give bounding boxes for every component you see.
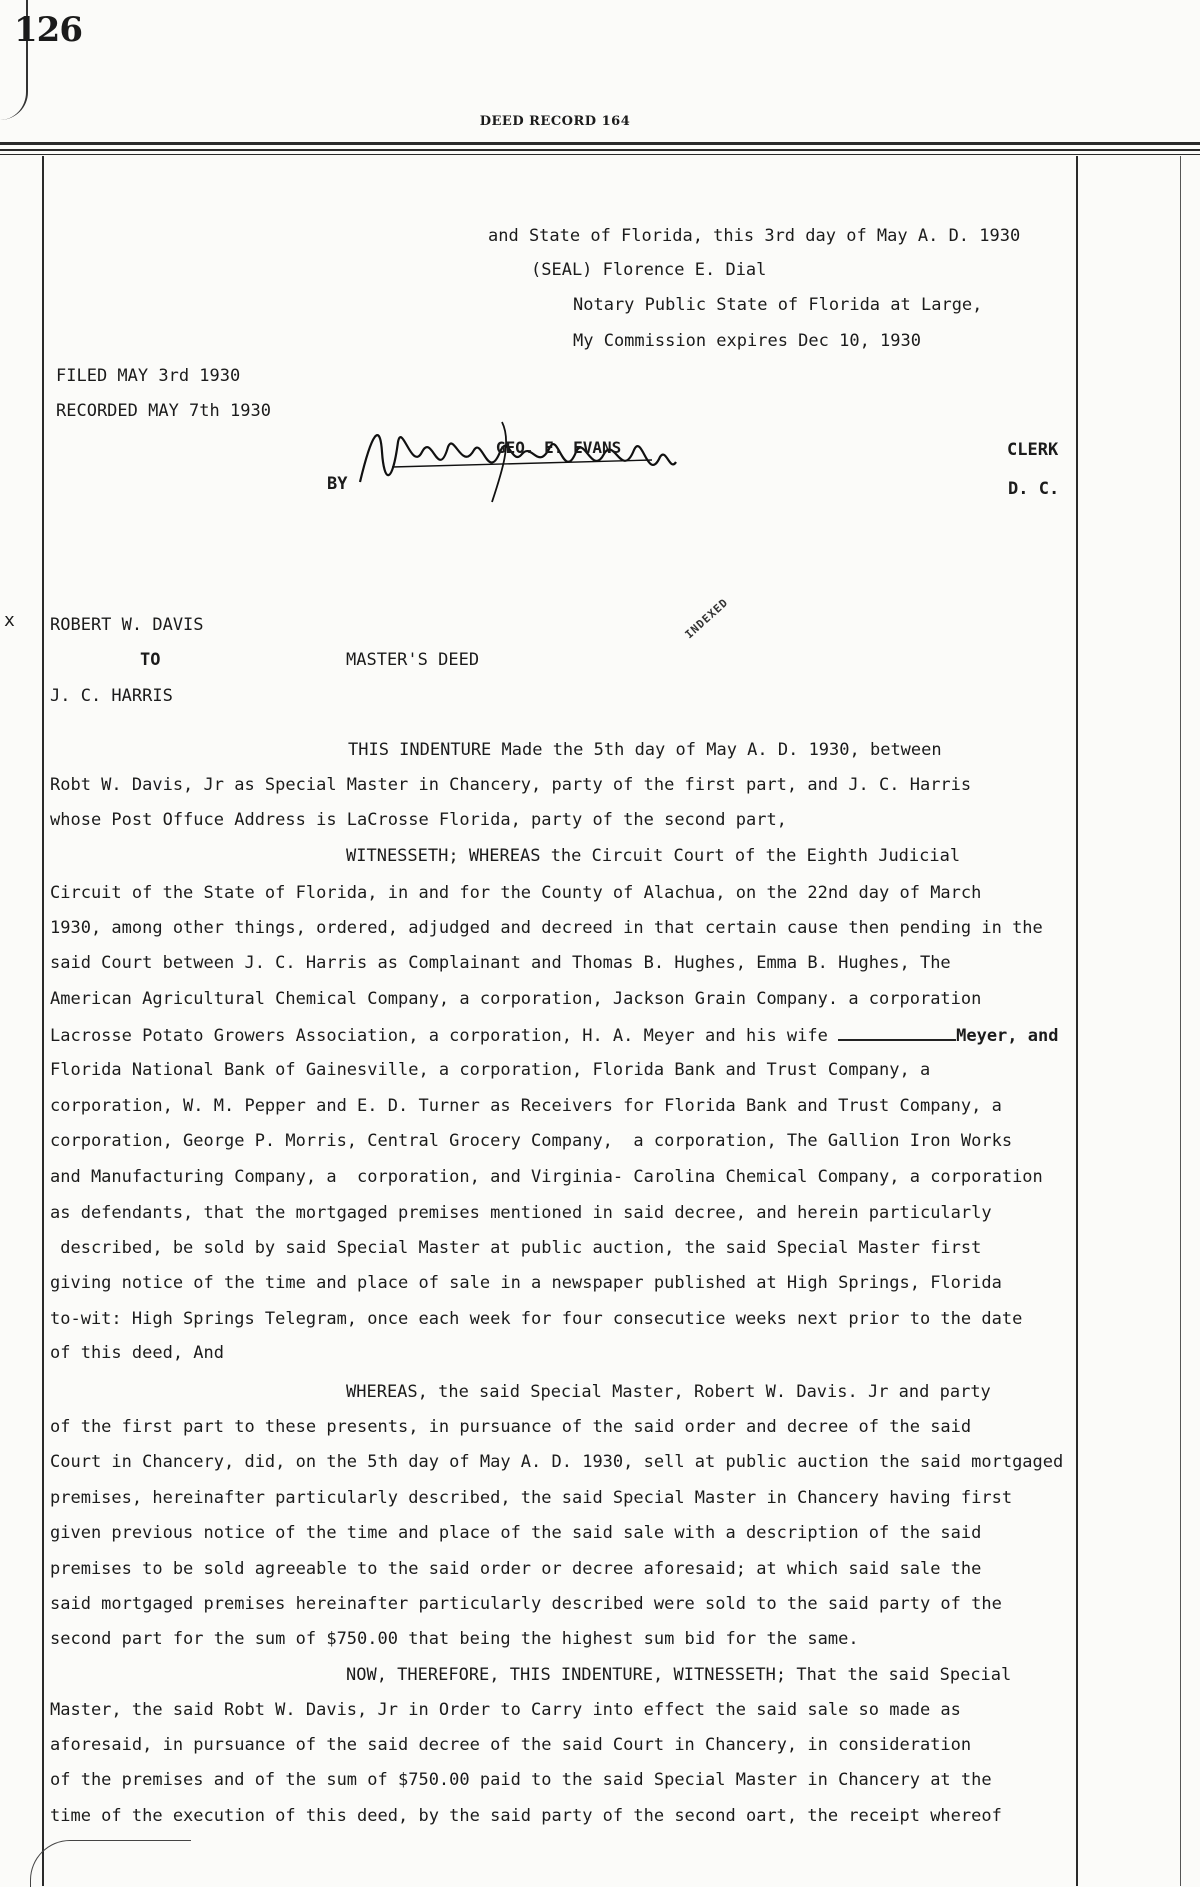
- grantor-name: ROBERT W. DAVIS: [50, 615, 204, 635]
- body-line: given previous notice of the time and place of the said sale with a description of the said: [50, 1523, 982, 1543]
- body-line: to-wit: High Springs Telegram, once each week for four consecutice weeks next prior to the date: [50, 1309, 1023, 1329]
- body-line: time of the execution of this deed, by the said party of the second oart, the receipt whereof: [50, 1806, 1002, 1826]
- body-line: whose Post Offuce Address is LaCrosse Florida, party of the second part,: [50, 810, 787, 830]
- page-number: 126: [14, 10, 82, 50]
- deed-type: MASTER'S DEED: [346, 650, 480, 670]
- clerk-name: GEO. E. EVANS: [496, 438, 622, 457]
- body-line: WHEREAS, the said Special Master, Robert W. Davis. Jr and party: [346, 1382, 991, 1402]
- notary-line-1: and State of Florida, this 3rd day of May A. D. 1930: [488, 226, 1021, 246]
- body-line: Circuit of the State of Florida, in and for the County of Alachua, on the 22nd day of March: [50, 883, 982, 903]
- header-rule: [0, 142, 1200, 145]
- body-line: Court in Chancery, did, on the 5th day of May A. D. 1930, sell at public auction the said mortgaged: [50, 1452, 1064, 1472]
- notary-line-3: Notary Public State of Florida at Large,: [573, 295, 983, 315]
- body-line: WITNESSETH; WHEREAS the Circuit Court of the Eighth Judicial: [346, 846, 961, 866]
- indexed-stamp: INDEXED: [682, 595, 731, 642]
- body-line: 1930, among other things, ordered, adjudged and decreed in that certain cause then pending in the: [50, 918, 1043, 938]
- body-line: corporation, W. M. Pepper and E. D. Turner as Receivers for Florida Bank and Trust Company, a: [50, 1096, 1002, 1116]
- body-line: and Manufacturing Company, a corporation, and Virginia- Carolina Chemical Company, a corporation: [50, 1167, 1043, 1187]
- body-line: said Court between J. C. Harris as Complainant and Thomas B. Hughes, Emma B. Hughes, The: [50, 953, 951, 973]
- body-line: Master, the said Robt W. Davis, Jr in Order to Carry into effect the said sale so made as: [50, 1700, 961, 1720]
- body-line: corporation, George P. Morris, Central Grocery Company, a corporation, The Gallion Iron Works: [50, 1131, 1013, 1151]
- clerk-signature: [352, 412, 682, 512]
- clerk-title: CLERK: [1007, 440, 1059, 460]
- body-line: giving notice of the time and place of sale in a newspaper published at High Springs, Florida: [50, 1273, 1002, 1293]
- to-label: TO: [140, 650, 161, 670]
- recorded-date: RECORDED MAY 7th 1930: [56, 401, 271, 421]
- header-title: DEED RECORD 164: [479, 114, 631, 129]
- filed-date: FILED MAY 3rd 1930: [56, 366, 241, 386]
- right-margin-line: [1180, 156, 1181, 1886]
- body-line-text: Meyer, and: [956, 1026, 1059, 1046]
- body-line: [50, 1025, 1058, 1046]
- body-line: second part for the sum of $750.00 that being the highest sum bid for the same.: [50, 1629, 859, 1649]
- body-line: said mortgaged premises hereinafter particularly described were sold to the said party of the: [50, 1594, 1002, 1614]
- body-line: of the first part to these presents, in pursuance of the said order and decree of the said: [50, 1417, 972, 1437]
- page-curl: [30, 1840, 191, 1887]
- grantee-name: J. C. HARRIS: [50, 686, 173, 706]
- notary-line-2: (SEAL) Florence E. Dial: [531, 260, 767, 280]
- notary-line-4: My Commission expires Dec 10, 1930: [573, 331, 921, 351]
- body-line: Florida National Bank of Gainesville, a corporation, Florida Bank and Trust Company, a: [50, 1060, 931, 1080]
- body-line: of the premises and of the sum of $750.00 paid to the said Special Master in Chancery at the: [50, 1770, 992, 1790]
- body-line: American Agricultural Chemical Company, a corporation, Jackson Grain Company. a corporation: [50, 989, 982, 1009]
- body-line: described, be sold by said Special Master at public auction, the said Special Master first: [50, 1238, 982, 1258]
- blank-line: [838, 1025, 956, 1041]
- body-line: premises to be sold agreeable to the said order or decree aforesaid; at which said sale the: [50, 1559, 982, 1579]
- body-line: as defendants, that the mortgaged premises mentioned in said decree, and herein particularly: [50, 1203, 992, 1223]
- body-line: THIS INDENTURE Made the 5th day of May A. D. 1930, between: [348, 740, 942, 760]
- header-rule: [0, 149, 1200, 151]
- body-line: Robt W. Davis, Jr as Special Master in Chancery, party of the first part, and J. C. Harris: [50, 775, 972, 795]
- by-label: BY: [327, 474, 348, 494]
- margin-mark: x: [4, 610, 15, 631]
- body-line-text: Lacrosse Potato Growers Association, a corporation, H. A. Meyer and his wife: [50, 1026, 828, 1046]
- body-line: NOW, THEREFORE, THIS INDENTURE, WITNESSETH; That the said Special: [346, 1665, 1012, 1685]
- header-rule: [0, 154, 1200, 155]
- deputy-clerk-label: D. C.: [1008, 479, 1060, 499]
- body-line: premises, hereinafter particularly described, the said Special Master in Chancery having first: [50, 1488, 1013, 1508]
- body-line: of this deed, And: [50, 1343, 224, 1363]
- body-line: aforesaid, in pursuance of the said decree of the said Court in Chancery, in consideration: [50, 1735, 972, 1755]
